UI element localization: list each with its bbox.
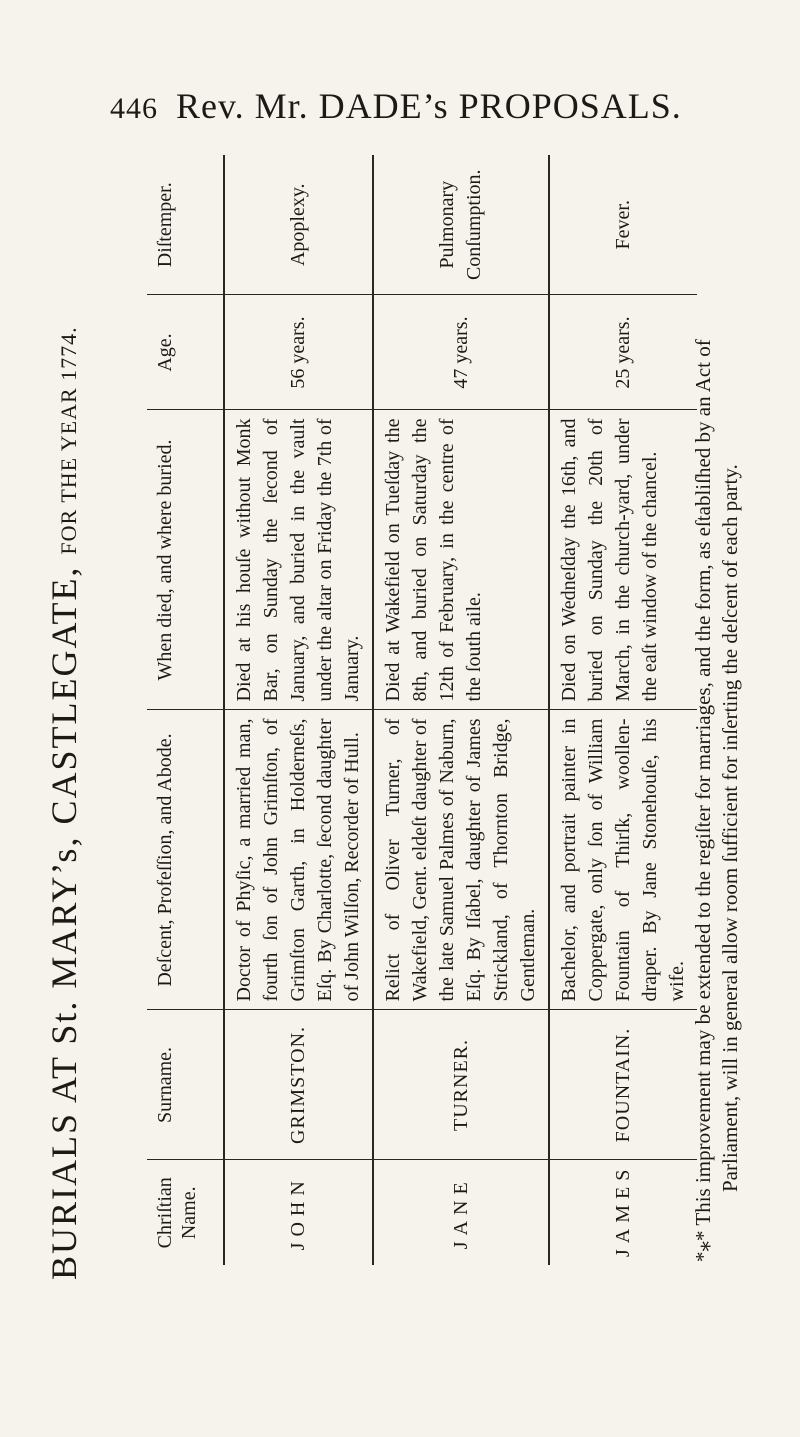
running-head-suffix: FOR THE YEAR 1774.	[56, 326, 81, 555]
header-distemper: Diſtemper.	[147, 155, 224, 295]
running-head	[44, 326, 84, 1280]
descent-cell: Bachelor, and portrait painter in Coppergate, only ſon of William Fountain of Thirſk, woollen-draper. By Jane Stonehouſe, his wife.	[549, 710, 697, 1010]
when-died-cell: Died on Wedneſday the 16th, and buried on Sunday the 20th of March, in the church-yard, under the eaſt window of the chancel.	[549, 410, 697, 710]
descent-cell: Relict of Oliver Turner, of Wakefield, Gent. eldeſt daughter of the late Samuel Palmes of Naburn, Eſq. By Iſabel, daughter of James Strickland, of Thornton Bridge, Gentleman.	[373, 710, 549, 1010]
table-row	[549, 155, 697, 1265]
footnote-marker: *⁎*	[691, 1230, 715, 1262]
footnote-text-1: This improvement may be extended to the regiſter for marriages, and the form, as eſtabliſhed by an Act of	[691, 339, 715, 1226]
distemper-cell: Apoplexy.	[224, 155, 373, 295]
age-cell: 25 years.	[549, 295, 697, 410]
header-age: Age.	[147, 295, 224, 410]
christian-name-cell: JANE	[373, 1160, 549, 1265]
christian-name-cell: JAMES	[549, 1160, 697, 1265]
page-number: 446	[110, 92, 158, 125]
age-cell: 56 years.	[224, 295, 373, 410]
table-header-row	[147, 155, 224, 1265]
table-row	[373, 155, 549, 1265]
header-when-died: When died, and where buried.	[147, 410, 224, 710]
header-surname: Surname.	[147, 1010, 224, 1160]
burial-register-table	[147, 155, 697, 1265]
page-header	[110, 85, 682, 127]
footnote-line-2: Parliament, will in general allow room ſufficient for inſerting the deſcent of each party.	[718, 464, 742, 1192]
footnote	[690, 82, 750, 1262]
descent-cell: Doctor of Phyſic, a married man, fourth ſon of John Grimſton, of Grimſton Garth, in Holderneſs, Eſq. By Charlotte, ſecond daughter of John Wilſon, Recorder of Hull.	[224, 710, 373, 1010]
distemper-cell: Pulmonary Conſumption.	[373, 155, 549, 295]
header-christian-name: Chriſtian Name.	[147, 1160, 224, 1265]
when-died-cell: Died at Wakefield on Tueſday the 8th, and buried on Saturday the 12th of February, in the centre of the ſouth aile.	[373, 410, 549, 710]
footnote-line-1	[690, 82, 717, 1262]
table-row	[224, 155, 373, 1265]
distemper-cell: Fever.	[549, 155, 697, 295]
page-title: Rev. Mr. DADE’s PROPOSALS.	[176, 86, 682, 126]
surname-cell: TURNER.	[373, 1010, 549, 1160]
christian-name-cell: JOHN	[287, 1175, 309, 1251]
surname-cell: GRIMSTON.	[224, 1010, 373, 1160]
when-died-cell: Died at his houſe without Monk Bar, on Sunday the ſecond of January, and buried in the vault under the altar on Friday the 7th of January.	[224, 410, 373, 710]
surname-cell: FOUNTAIN.	[549, 1010, 697, 1160]
header-descent: Deſcent, Profeſſion, and Abode.	[147, 710, 224, 1010]
running-head-main: BURIALS AT St. MARY’s, CASTLEGATE,	[44, 565, 84, 1280]
age-cell: 47 years.	[373, 295, 549, 410]
